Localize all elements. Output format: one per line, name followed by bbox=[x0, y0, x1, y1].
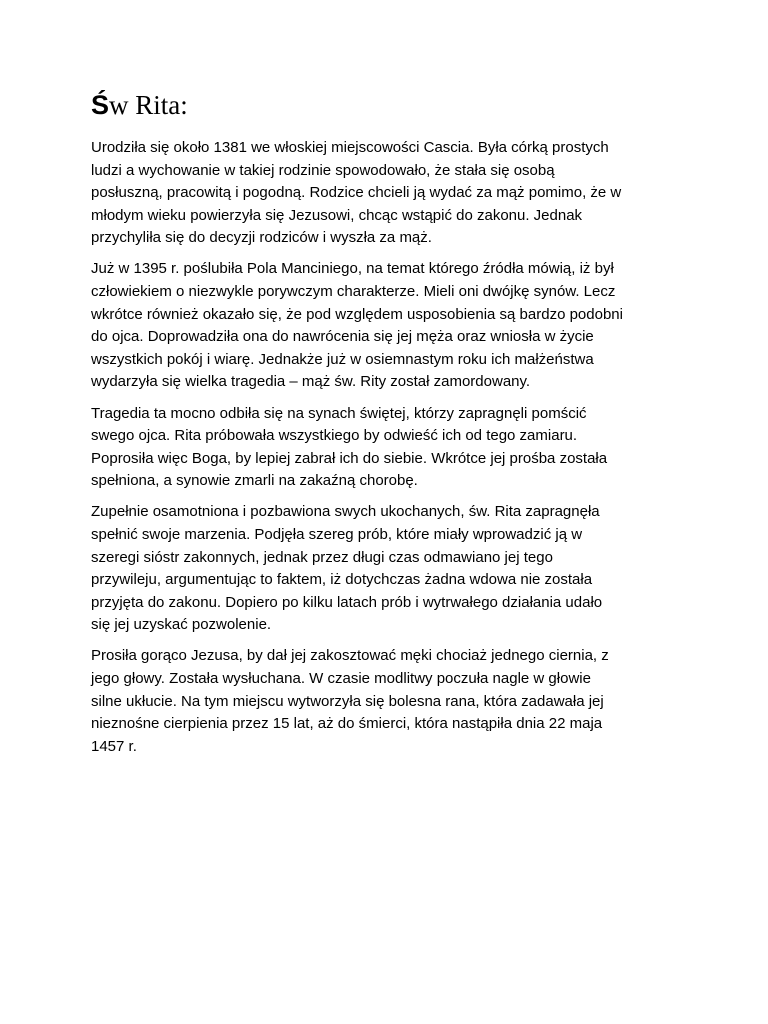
text-line: nieznośne cierpienia przez 15 lat, aż do śmierci, która nastąpiła dnia 22 maja bbox=[91, 715, 603, 733]
title-rest: w Rita: bbox=[109, 90, 188, 120]
text-line: Już w 1395 r. poślubiła Pola Manciniego, na temat którego źródła mówią, iż był bbox=[91, 260, 614, 278]
text-line: spełnić swoje marzenia. Podjęła szereg prób, które miały wprowadzić ją w bbox=[91, 526, 583, 543]
text-line: Tragedia ta mocno odbiła się na synach świętej, którzy zapragnęli pomścić bbox=[91, 404, 587, 422]
text-line: do ojca. Doprowadziła ona do nawrócenia się jej męża oraz wniosła w życie bbox=[91, 328, 594, 346]
text-line: przyjęta do zakonu. Dopiero po kilku latach prób i wytrwałego działania udało bbox=[91, 593, 603, 611]
text-line: 1457 r. bbox=[91, 737, 137, 755]
text-line: Poprosiła więc Boga, by lepiej zabrał ich do siebie. Wkrótce jej prośba została bbox=[91, 449, 608, 467]
text-line: silne ukłucie. Na tym miejscu wytworzyła się bolesna rana, która zadawała jej bbox=[91, 692, 604, 710]
body-text bbox=[91, 137, 681, 767]
text-line: Zupełnie osamotniona i pozbawiona swych ukochanych, św. Rita zapragnęła bbox=[91, 503, 600, 521]
text-line: posłuszną, pracowitą i pogodną. Rodzice chcieli ją wydać za mąż pomimo, że w bbox=[91, 184, 622, 202]
text-line: wkrótce również okazało się, że pod względem usposobienia są bardzo podobni bbox=[91, 305, 623, 323]
text-line: wszystkich pokój i wiarę. Jednakże już w osiemnastym roku ich małżeństwa bbox=[91, 350, 594, 368]
page-title bbox=[91, 88, 188, 122]
paragraph-4 bbox=[91, 501, 681, 637]
text-line: spełniona, a synowie zmarli na zakaźną chorobę. bbox=[91, 472, 418, 490]
text-line: młodym wieku powierzyła się Jezusowi, chcąc wstąpić do zakonu. Jednak bbox=[91, 206, 583, 224]
text-line: przywileju, argumentując to faktem, iż dotychczas żadna wdowa nie została bbox=[91, 571, 593, 589]
text-line: ludzi a wychowanie w takiej rodzinie spowodowało, że stała się osobą bbox=[91, 161, 555, 179]
text-line: przychyliła się do decyzji rodziców i wyszła za mąż. bbox=[91, 229, 432, 247]
text-line: Prosiła gorąco Jezusa, by dał jej zakosztować męki chociaż jednego ciernia, z bbox=[91, 647, 609, 665]
text-line: jego głowy. Została wysłuchana. W czasie modlitwy poczuła nagle w głowie bbox=[91, 670, 591, 688]
text-line: Urodziła się około 1381 we włoskiej miejscowości Cascia. Była córką prostych bbox=[91, 139, 609, 156]
text-line: swego ojca. Rita próbowała wszystkiego by odwieść ich od tego zamiaru. bbox=[91, 427, 578, 445]
text-line: się jej uzyskać pozwolenie. bbox=[91, 616, 272, 634]
text-line: szeregi sióstr zakonnych, jednak przez długi czas odmawiano jej tego bbox=[91, 548, 553, 566]
paragraph-2 bbox=[91, 258, 681, 394]
title-initial-letter: Ś bbox=[91, 90, 110, 120]
paragraph-3 bbox=[91, 403, 681, 493]
paragraph-5 bbox=[91, 645, 681, 758]
text-line: wydarzyła się wielka tragedia – mąż św. Rity został zamordowany. bbox=[91, 373, 531, 391]
paragraph-1 bbox=[91, 137, 681, 250]
text-line: człowiekiem o niezwykle porywczym charakterze. Mieli oni dwójkę synów. Lecz bbox=[91, 283, 616, 301]
